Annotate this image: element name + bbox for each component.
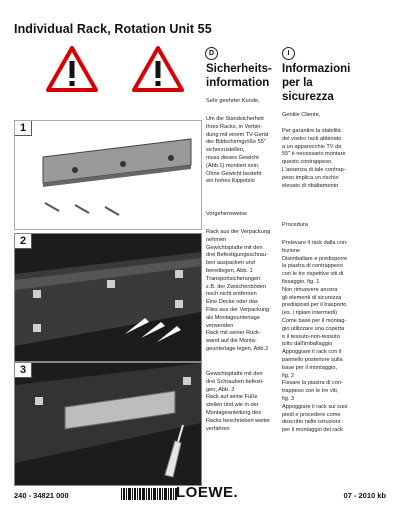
figure-number: 3 xyxy=(15,363,32,378)
german-procedure-text: Rack aus der Verpackung nehmen Gewichtsplatte mit den drei Befestigungsschrau- ben auspacken und bereitlegen, Abb. 1 Transportsicherungen z.B. der Zwischenböden noch nicht entfernen Eine Decke oder das Flies aus der Verpackung als Montageunterlage verwenden Rack mit seiner Rück- wand auf die Monta- geunterlage legen, Abb.2 xyxy=(206,229,271,352)
warning-icon xyxy=(46,46,98,92)
footer-date-code: 07 - 2010 kb xyxy=(343,491,386,500)
german-procedure-text-2: Gewichtsplatte mit den drei Schrauben befesti- gen, Abb. 3 Rack auf seine Füße stellen und wie in der Montageanleitung des Racks beschrieben weiter verfahren xyxy=(206,371,271,432)
page-title: Individual Rack, Rotation Unit 55 xyxy=(14,22,212,36)
german-heading: Sicherheits- information xyxy=(206,63,272,89)
figure-3-fasten-plate xyxy=(14,362,202,486)
figure-number: 2 xyxy=(15,234,32,249)
german-greeting: Sehr geehrter Kunde, xyxy=(206,98,260,104)
figure-number: 1 xyxy=(15,121,32,136)
language-badge-german: D xyxy=(205,47,218,60)
italian-greeting: Gentile Cliente, xyxy=(282,112,321,118)
italian-procedure-text: Prelevare il rack dalla con- fezione Disimballare e predisporre la piastra di contrappeso con le tre rispettive viti di fissaggio, fig. 1 Non rimuovere ancora gli elementi di sicurezza predisposti per il trasporto (es. i ripiani intermedi) Come base per il montag- gio utilizzare una coperta o il tessuto-non-tessuto tolto dall'imballaggio Appoggiare il rack con il pannello posteriore sulla base per il montaggio, fig. 2 Fissare la piastra di con- trappeso con le tre viti, fig. 3 Appoggiare il rack sui suoi piedi e procedere come descritto nelle istruzioni per il montaggio del rack xyxy=(282,240,348,434)
figure-1-weight-plate xyxy=(14,120,202,230)
italian-safety-text: Per garantire la stabilità del vostro rack abbinato a un apparecchio TV da 55" è necessario montare questo contrappeso. L'assenza di tale contrap- peso implica un rischio elevato di ribaltamento xyxy=(282,128,346,189)
german-safety-text: Um die Standsicherheit Ihres Racks, in Verbin- dung mit einem TV-Gerät der Bildschirmgröße 55" sicherzustellen, muss dieses Gewicht (Abb.1) montiert sein. Ohne Gewicht besteht ein hohes Kippotslo xyxy=(206,116,269,185)
italian-procedure-title: Procedura xyxy=(282,222,308,228)
warning-icon xyxy=(132,46,184,92)
italian-heading: Informazioni per la sicurezza xyxy=(282,63,351,103)
footer-part-number: 240 - 34821 000 xyxy=(14,491,69,500)
language-badge-italian: I xyxy=(282,47,295,60)
german-procedure-title: Vorgehensweise xyxy=(206,211,248,217)
figure-2-rack-on-back xyxy=(14,233,202,362)
barcode-icon xyxy=(121,488,177,500)
loewe-logo: LOEWE. xyxy=(176,484,239,501)
